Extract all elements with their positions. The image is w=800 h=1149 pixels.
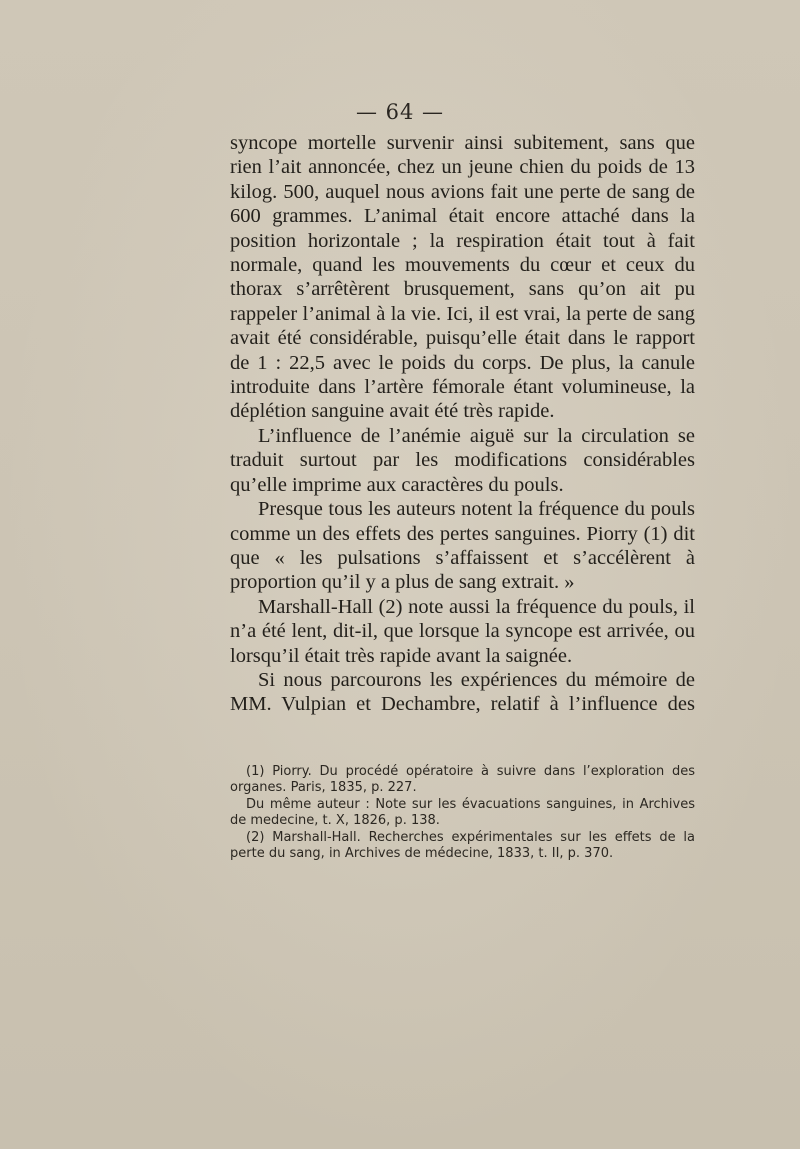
paragraph-2: L’influence de l’anémie aiguë sur la circulation se traduit surtout par les modifications considérables qu’elle imprime aux caractères du pouls. <box>230 424 695 496</box>
paragraph-4: Marshall-Hall (2) note aussi la fréquence du pouls, il n’a été lent, dit-il, que lorsque la syncope est arrivée, ou lorsqu’il était très rapide avant la saignée. <box>230 595 695 667</box>
paragraph-3: Presque tous les auteurs notent la fréquence du pouls comme un des effets des pertes sanguines. Piorry (1) dit que « les pulsations s’affaissent et s’accélèrent à proportion qu’il y a plus de sang extrait. » <box>230 498 695 594</box>
footnote-1: (1) Piorry. Du procédé opératoire à suivre dans l’exploration des organes. Paris, 1835, p. 227. <box>230 764 695 796</box>
paragraph-1: syncope mortelle survenir ainsi subitement, sans que rien l’ait annoncée, chez un jeune chien du poids de 13 kilog. 500, auquel nous avions fait une perte de sang de 600 grammes. L’animal était encore attaché dans la position horizontale ; la respiration était tout à fait normale, quand les mouvements du cœur et ceux du thorax s’arrêtèrent brusquement, sans qu’on ait pu rappeler l’animal à la vie. Ici, il est vrai, la perte de sang avait été considérable, puisqu’elle était dans le rapport de 1 : 22,5 avec le poids du corps. De plus, la canule introduite dans l’artère fémorale étant volumineuse, la déplétion sanguine avait été très rapide. <box>230 132 695 423</box>
footnote-1-continued: Du même auteur : Note sur les évacuations sanguines, in Archives de medecine, t. X, 1826, p. 138. <box>230 796 695 829</box>
paragraph-5: Si nous parcourons les expériences du mémoire de MM. Vulpian et Dechambre, relatif à l’influence des <box>230 668 695 716</box>
main-text <box>230 131 695 717</box>
footnotes <box>230 764 695 862</box>
footnote-2: (2) Marshall-Hall. Recherches expérimentales sur les effets de la perte du sang, in Archives de médecine, 1833, t. II, p. 370. <box>230 829 695 862</box>
page-number: — 64 — <box>355 100 445 124</box>
